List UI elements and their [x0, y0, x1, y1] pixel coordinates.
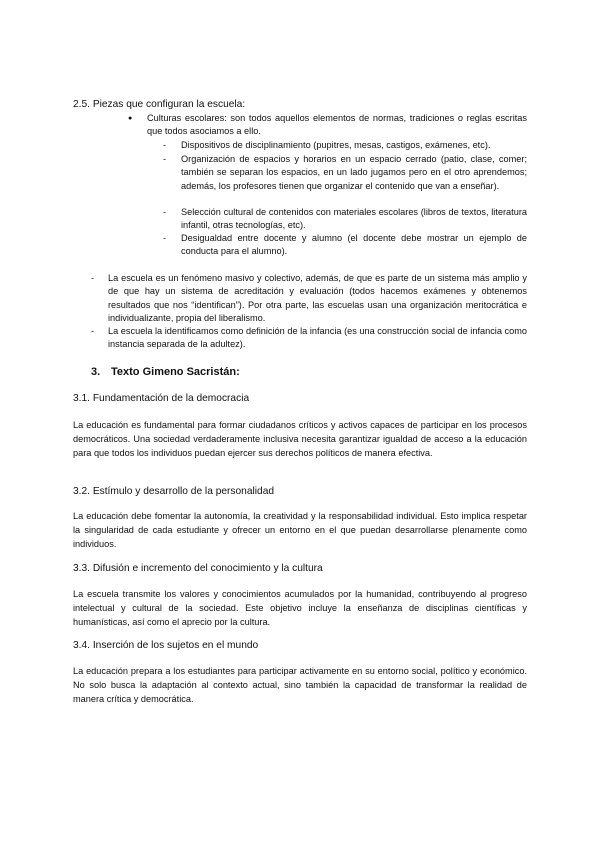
subitem-text: Desigualdad entre docente y alumno (el docente debe mostrar un ejemplo de conducta para el alumno).: [181, 233, 527, 257]
bullet-text: Culturas escolares: son todos aquellos elementos de normas, tradiciones o reglas escritas que todos asociamos a ello.: [147, 113, 527, 137]
dash-icon: -: [91, 326, 95, 336]
main-item-text: La escuela la identificamos como definición de la infancia (es una construcción social de infancia como instancia separada de la adultez).: [108, 326, 527, 350]
subsection-3-3-paragraph: La escuela transmite los valores y conocimientos acumulados por la humanidad, contribuyendo al progreso intelectual y cultural de la sociedad. Este objetivo incluye la enseñanza de disciplinas científicas y humanísticas, así como el aprecio por la cultura.: [73, 589, 527, 627]
subitem-text: Organización de espacios y horarios en un espacio cerrado (patio, clase, comer; también se separan los espacios, en un lado jugamos pero en el otro aprendemos; además, los profesores tienen que organizar el contenido que van a enseñar).: [181, 154, 527, 191]
dash-icon: -: [163, 233, 167, 243]
subsection-3-2-heading: 3.2. Estímulo y desarrollo de la personalidad: [73, 486, 275, 497]
subitem-text: Dispositivos de disciplinamiento (pupitres, mesas, castigos, exámenes, etc).: [181, 140, 491, 150]
subsection-3-1-paragraph: La educación es fundamental para formar ciudadanos críticos y activos capaces de participar en los procesos democráticos. Una sociedad verdaderamente inclusiva necesita garantizar igualdad de acceso a la educación para que todos los individuos puedan ejercer sus derechos políticos de manera efectiva.: [73, 420, 527, 458]
subsection-3-4-paragraph: La educación prepara a los estudiantes para participar activamente en su entorno social, político y económico. No solo busca la adaptación al contexto actual, sino también la capacidad de transformar la realidad de manera crítica y democrática.: [73, 666, 527, 704]
bullet-icon: ●: [128, 115, 133, 122]
section-3-number: 3.: [91, 366, 101, 378]
main-item-text: La escuela es un fenómeno masivo y colectivo, además, de que es parte de un sistema más amplio y de que hay un sistema de acreditación y evaluación (todos hacemos exámenes y obtenemos resultados que nos “identifican”). Por otra parte, las escuelas usan una organización meritocrática e individualizante, propia del liberalismo.: [108, 273, 527, 323]
subsection-3-1-heading: 3.1. Fundamentación de la democracia: [73, 393, 250, 404]
section-3-title: Texto Gimeno Sacristán:: [111, 366, 240, 378]
subsection-3-4-heading: 3.4. Inserción de los sujetos en el mundo: [73, 640, 259, 651]
subsection-3-3-heading: 3.3. Difusión e incremento del conocimiento y la cultura: [73, 563, 323, 574]
dash-icon: -: [163, 140, 167, 150]
dash-icon: -: [91, 273, 95, 283]
dash-icon: -: [163, 154, 167, 164]
section-3-heading: [91, 366, 240, 378]
subitem-text: Selección cultural de contenidos con materiales escolares (libros de textos, literatura infantil, otras tecnologías, etc).: [181, 207, 527, 231]
subsection-3-2-paragraph: La educación debe fomentar la autonomía, la creatividad y la responsabilidad individual. Esto implica respetar la singularidad de cada estudiante y ofrecer un entorno en el que puedan desarrollarse plenamente como individuos.: [73, 511, 527, 549]
dash-icon: -: [163, 207, 167, 217]
section-2-5-heading: 2.5. Piezas que configuran la escuela:: [73, 99, 246, 110]
